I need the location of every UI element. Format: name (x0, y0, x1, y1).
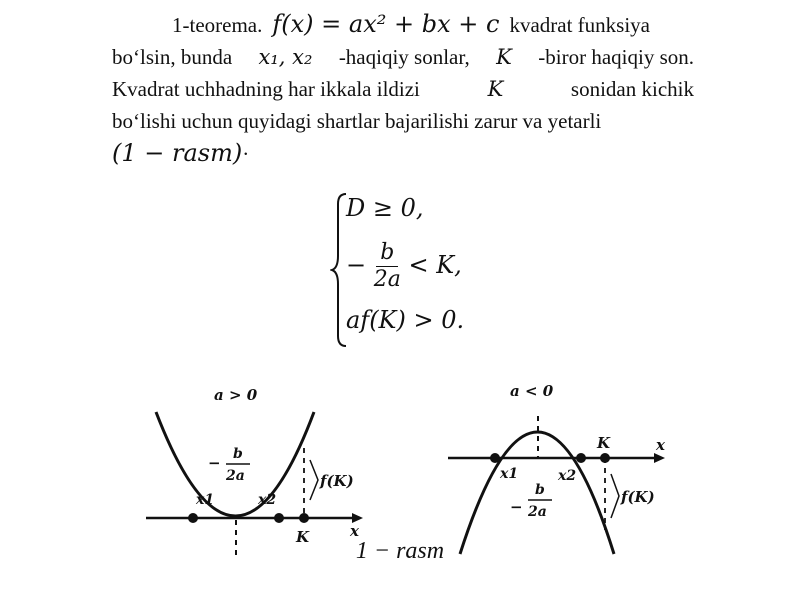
theorem-line-4-text: bo‘lishi uchun quyidagi shartlar bajarilishi zarur va yetarli (112, 109, 602, 133)
right-fk-label: f(K) (621, 488, 655, 506)
conditions-system (330, 190, 530, 350)
left-x2-label: x2 (258, 492, 277, 508)
k-variable-2: K (487, 77, 504, 101)
condition-sign: af(K) > 0. (346, 306, 465, 334)
theorem-line-1-tail: kvadrat funksiya (509, 13, 650, 37)
reference-dot: · (242, 142, 250, 166)
left-axis-label: x (350, 522, 359, 540)
theorem-label: 1-teorema. (172, 13, 263, 37)
right-fk-bracket (611, 474, 619, 518)
theorem-line-4 (112, 105, 694, 137)
right-axis-arrow (654, 453, 665, 463)
left-graph-title: a > 0 (214, 386, 258, 404)
right-root-x2 (576, 453, 586, 463)
theorem-line-2-end: -biror haqiqiy son. (538, 45, 694, 69)
vertex-numerator: b (376, 240, 398, 267)
left-fk-bracket (310, 460, 318, 500)
left-point-k (299, 513, 309, 523)
left-root-x1 (188, 513, 198, 523)
left-fk-label: f(K) (320, 472, 354, 490)
vertex-minus: − (346, 251, 367, 279)
theorem-line-2-start: bo‘lsin, bunda (112, 45, 233, 69)
right-x1-label: x1 (500, 466, 519, 482)
left-vertex-minus: − (208, 454, 221, 472)
theorem-line-3 (112, 73, 694, 105)
right-axis-label: x (656, 436, 665, 454)
right-vertex-num: b (535, 482, 545, 498)
graph-a-negative (448, 382, 666, 554)
left-root-x2 (274, 513, 284, 523)
k-variable: K (496, 45, 512, 69)
theorem-line-5 (112, 137, 694, 170)
figure-caption: 1 − rasm (355, 538, 445, 564)
vertex-inequality: < K, (408, 251, 462, 279)
left-k-label: K (296, 528, 310, 546)
quadratic-formula: f(x) = ax² + bx + c (272, 10, 500, 38)
right-vertex-minus: − (510, 498, 523, 516)
theorem-line-3-end: sonidan kichik (570, 77, 694, 101)
theorem-line-1 (112, 8, 694, 41)
right-k-label: K (597, 434, 611, 452)
right-vertex-den: 2a (528, 504, 547, 520)
right-root-x1 (490, 453, 500, 463)
right-point-k (600, 453, 610, 463)
graph-a-positive (146, 386, 363, 556)
condition-vertex (346, 240, 462, 293)
condition-discriminant: D ≥ 0, (346, 194, 424, 222)
left-vertex-num: b (233, 446, 243, 462)
right-graph-title: a < 0 (510, 382, 554, 400)
theorem-text (112, 8, 694, 170)
left-vertex-den: 2a (226, 468, 245, 484)
vertex-denominator: 2a (373, 267, 401, 292)
theorem-line-2-mid: -haqiqiy sonlar, (338, 45, 470, 69)
theorem-line-3-start: Kvadrat uchhadning har ikkala ildizi (112, 77, 420, 101)
left-x1-label: x1 (196, 492, 215, 508)
vertex-fraction (374, 240, 401, 293)
right-x2-label: x2 (558, 468, 577, 484)
theorem-line-2 (112, 41, 694, 73)
roots-variables: x₁, x₂ (258, 45, 313, 69)
figure-reference: (1 − rasm) (112, 139, 243, 167)
